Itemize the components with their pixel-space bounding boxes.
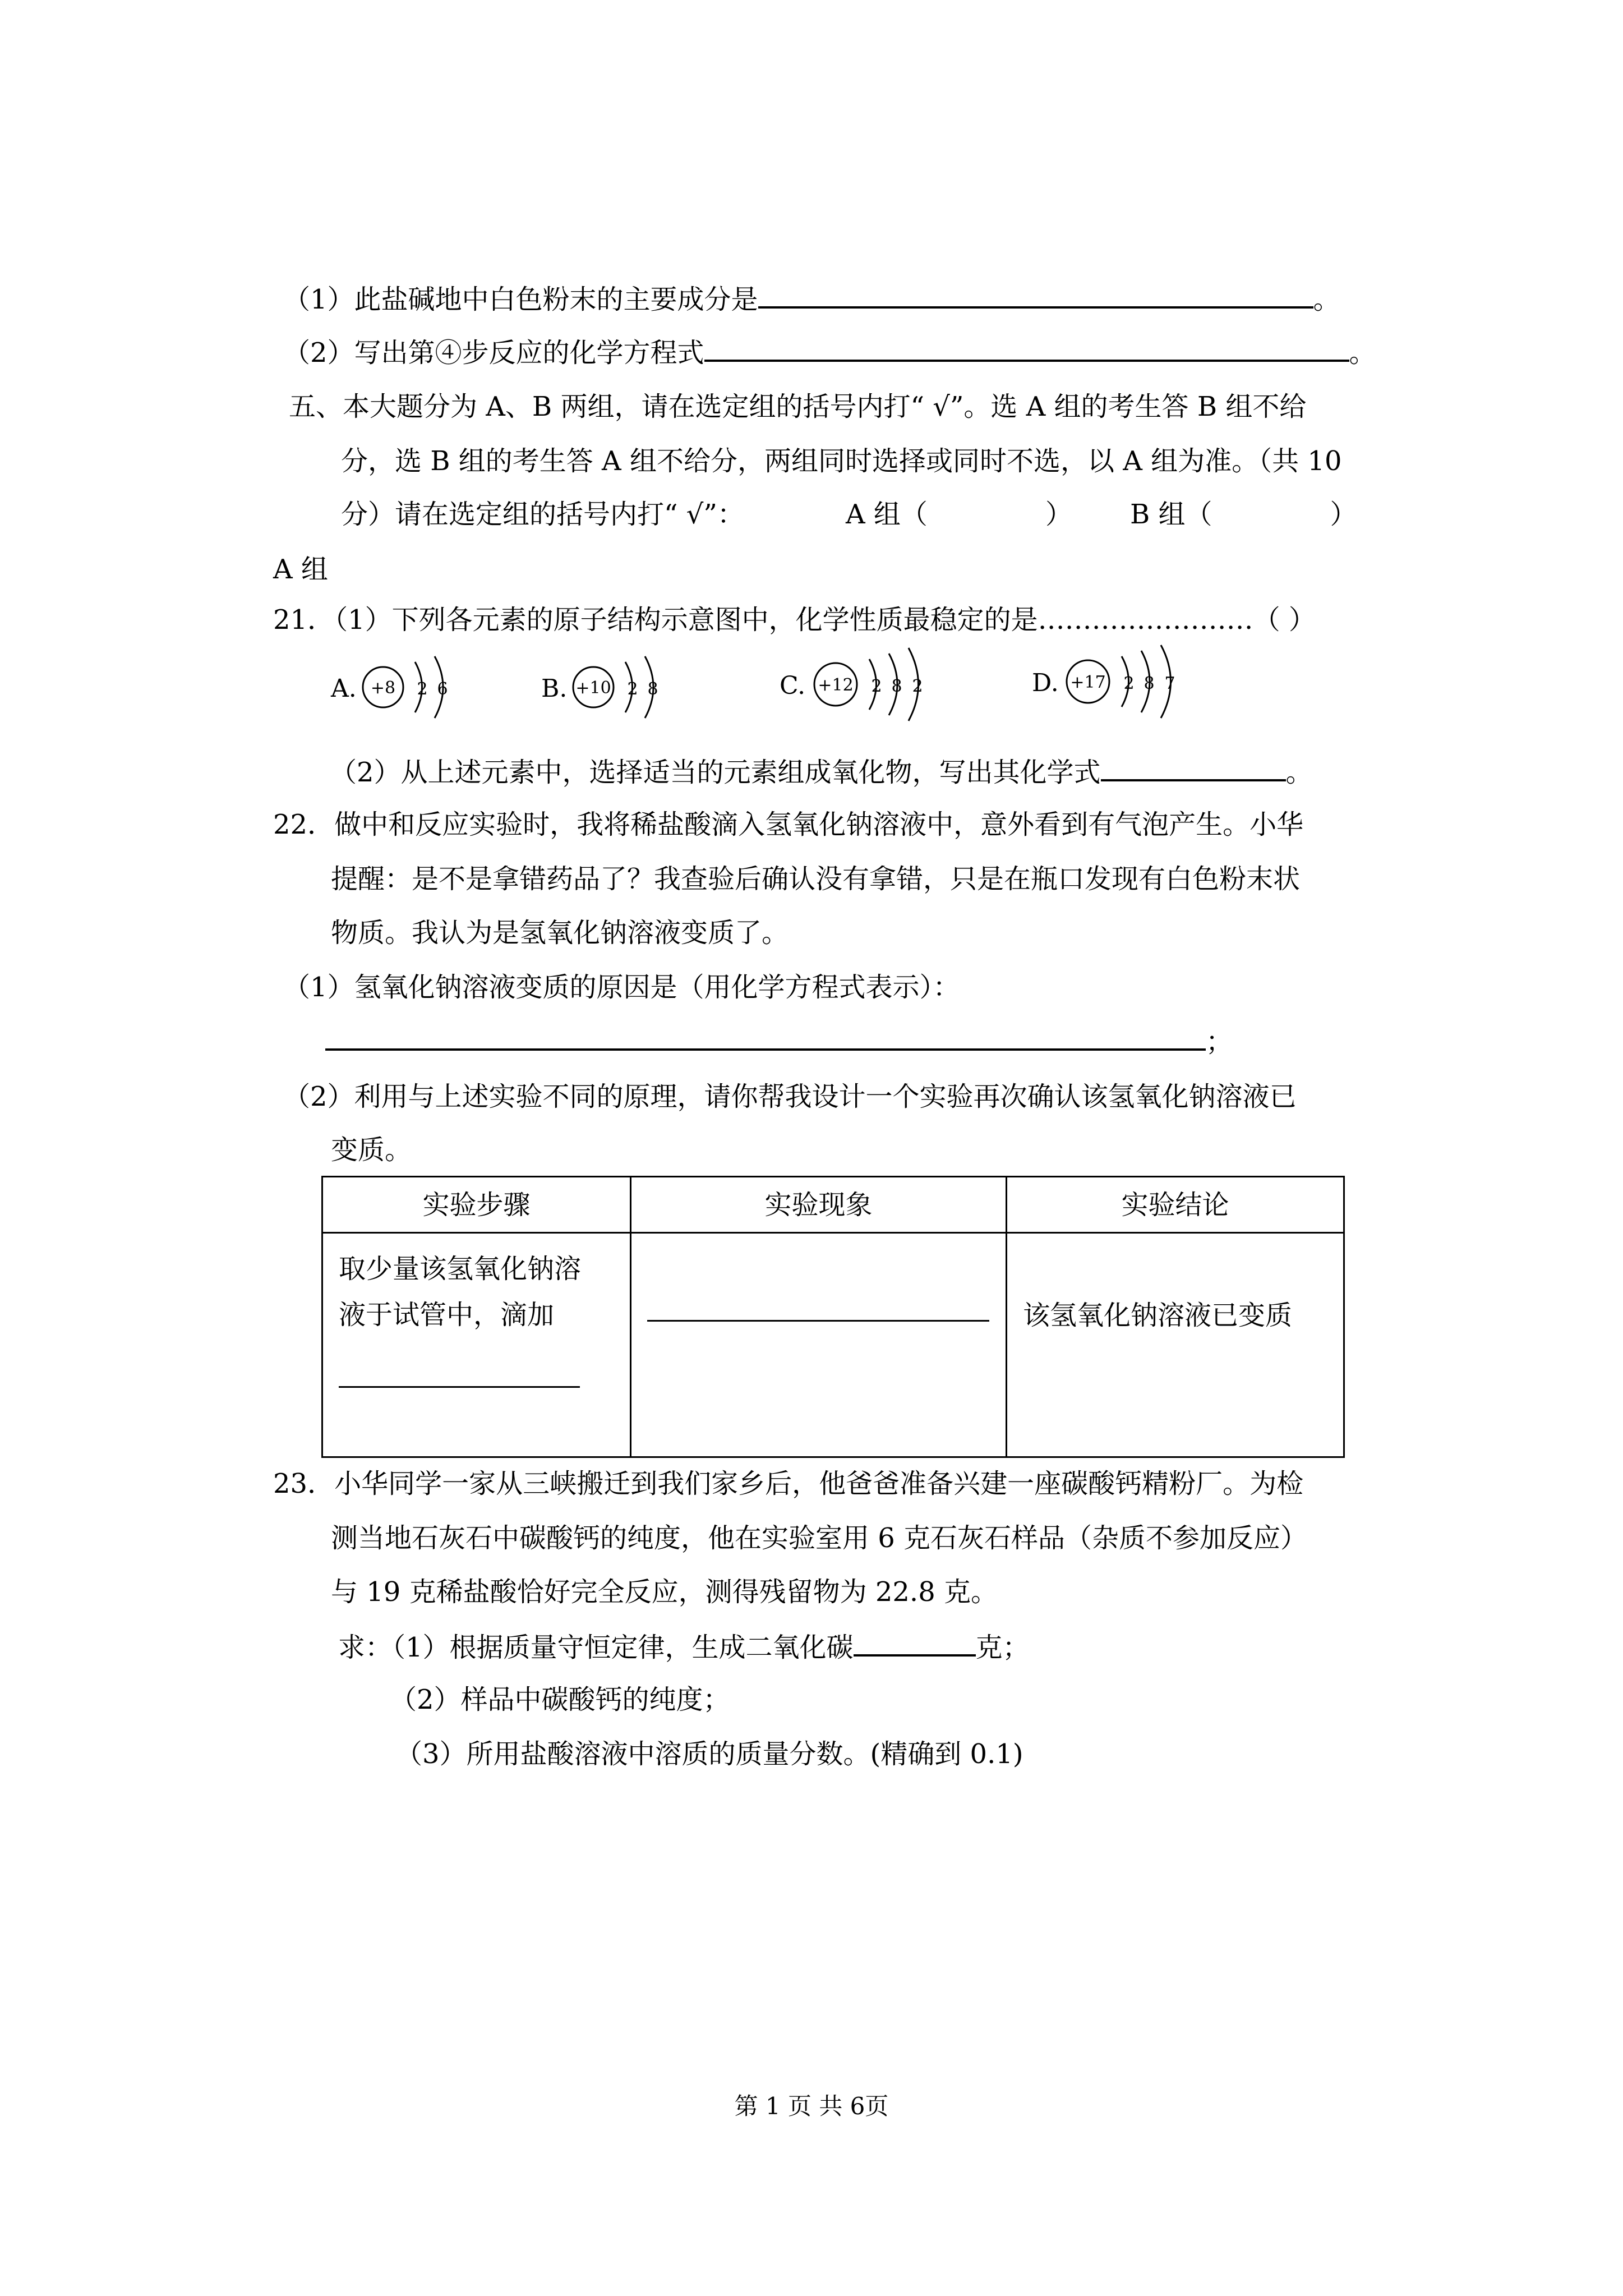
q22-part2-line1: （2）利用与上述实验不同的原理，请你帮我设计一个实验再次确认该氢氧化钠溶液已	[283, 1081, 1297, 1112]
cell-phenomenon	[631, 1233, 1007, 1457]
group-a-choice[interactable]: A 组（ ）	[846, 499, 1072, 530]
option-label: C.	[780, 671, 806, 700]
shell-electrons: 2	[627, 679, 638, 699]
step-text-line1: 取少量该氢氧化钠溶	[339, 1253, 582, 1285]
table-header-row	[322, 1177, 1344, 1233]
shell-electrons: 7	[1164, 674, 1175, 693]
header-step: 实验步骤	[322, 1177, 631, 1233]
q22-line2: 提醒：是不是拿错药品了？我查验后确认没有拿错，只是在瓶口发现有白色粉末状	[331, 863, 1301, 895]
option-label: A.	[331, 674, 357, 703]
nucleus-charge: +8	[370, 678, 396, 698]
answer-blank-reagent[interactable]	[339, 1361, 580, 1388]
q23-line3: 与 19 克稀盐酸恰好完全反应，测得残留物为 22.8 克。	[331, 1576, 998, 1608]
atom-diagram-c[interactable]	[780, 642, 1026, 721]
atom-diagram-b[interactable]	[541, 645, 788, 724]
header-phenomenon: 实验现象	[631, 1177, 1007, 1233]
shell-electrons: 8	[647, 679, 658, 699]
nucleus-charge: +12	[818, 675, 854, 695]
q21-stem: 21．（1）下列各元素的原子结构示意图中，化学性质最稳定的是……………………（ ）	[273, 604, 1316, 636]
q22-part1-answer: ；	[325, 1024, 1233, 1059]
q22-part1: （1）氢氧化钠溶液变质的原因是（用化学方程式表示）：	[283, 972, 960, 1003]
group-label: A 组	[273, 554, 328, 585]
answer-blank-q21-formula[interactable]	[1101, 754, 1286, 781]
q22-part2-line2: 变质。	[331, 1134, 412, 1166]
q23-ask2: （2）样品中碳酸钙的纯度；	[390, 1684, 730, 1715]
shell-electrons: 8	[891, 677, 902, 696]
q22-line3: 物质。我认为是氢氧化钠溶液变质了。	[331, 917, 789, 949]
q20-part2: （2）写出第④步反应的化学方程式 。	[283, 335, 1376, 370]
header-conclusion: 实验结论	[1007, 1177, 1344, 1233]
shell-electrons: 2	[417, 679, 428, 699]
q22-line1: 22．做中和反应实验时，我将稀盐酸滴入氢氧化钠溶液中，意外看到有气泡产生。小华	[273, 809, 1304, 840]
shell-electrons: 8	[1144, 674, 1155, 693]
answer-blank-phenomenon[interactable]	[647, 1295, 989, 1322]
section5-line1: 五、本大题分为 A、B 两组，请在选定组的括号内打“ √”。选 A 组的考生答 B 组不给	[289, 391, 1307, 422]
answer-blank-q20-1[interactable]	[758, 282, 1313, 309]
option-label: B.	[541, 674, 568, 703]
q20-part1: （1）此盐碱地中白色粉末的主要成分是 。	[283, 282, 1340, 316]
q23-ask1: 求：（1）根据质量守恒定律，生成二氧化碳 克；	[338, 1630, 1030, 1664]
shell-electrons: 2	[1123, 674, 1135, 693]
shell-electrons: 2	[912, 677, 923, 696]
experiment-table	[321, 1176, 1345, 1458]
atom-diagram-d[interactable]	[1032, 639, 1279, 718]
nucleus-charge: +10	[575, 678, 611, 698]
section5-line2: 分，选 B 组的考生答 A 组不给分，两组同时选择或同时不选，以 A 组为准。（共 10	[341, 445, 1342, 477]
q23-ask3: （3）所用盐酸溶液中溶质的质量分数。(精确到 0.1)	[395, 1738, 1023, 1770]
answer-blank-co2-mass[interactable]	[854, 1630, 976, 1657]
table-row	[322, 1233, 1344, 1457]
answer-blank-q20-2[interactable]	[704, 335, 1349, 362]
q23-line2: 测当地石灰石中碳酸钙的纯度，他在实验室用 6 克石灰石样品（杂质不参加反应）	[331, 1522, 1308, 1554]
nucleus-charge: +17	[1070, 673, 1106, 692]
q23-line1: 23．小华同学一家从三峡搬迁到我们家乡后，他爸爸准备兴建一座碳酸钙精粉厂。为检	[273, 1468, 1304, 1499]
shell-electrons: 2	[871, 677, 882, 696]
option-label: D.	[1032, 669, 1059, 697]
atom-diagram-a[interactable]	[331, 645, 578, 724]
cell-step	[322, 1233, 631, 1457]
section5-line3: 分）请在选定组的括号内打“ √”：	[341, 499, 744, 530]
answer-blank-q22-equation[interactable]	[325, 1024, 1206, 1051]
step-text-line2: 液于试管中，滴加	[339, 1299, 555, 1331]
page-number: 第 1 页 共 6页	[734, 2092, 889, 2120]
shell-electrons: 6	[437, 679, 448, 699]
cell-conclusion: 该氢氧化钠溶液已变质	[1007, 1233, 1344, 1457]
group-b-choice[interactable]: B 组（ ）	[1130, 499, 1357, 530]
q21-part2: （2）从上述元素中，选择适当的元素组成氧化物，写出其化学式 。	[330, 754, 1313, 789]
